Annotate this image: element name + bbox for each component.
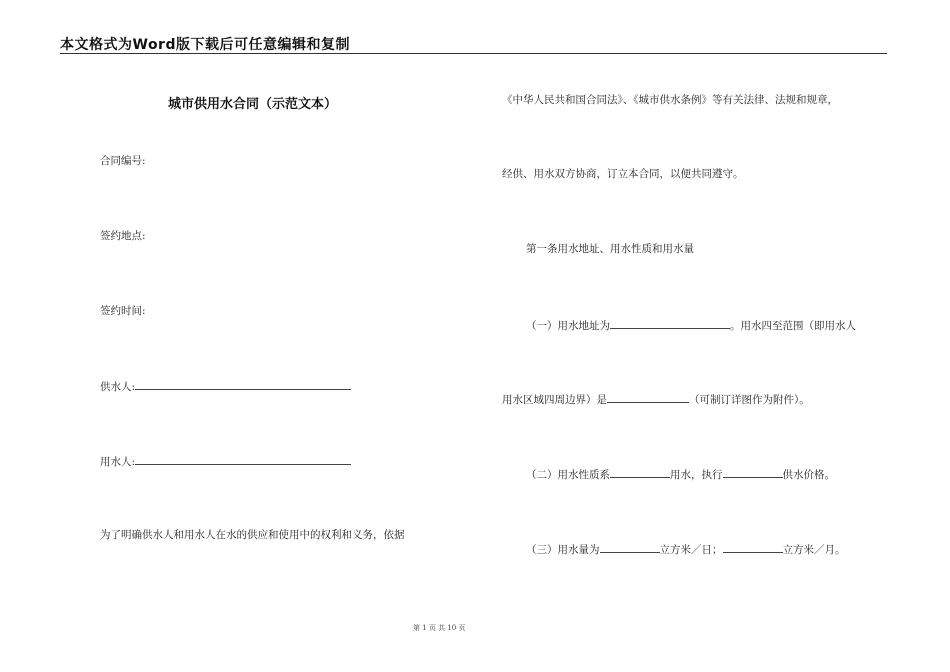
price-category-blank	[723, 466, 783, 478]
signing-place-label: 签约地点:	[100, 230, 146, 242]
preamble-continued-line2: 经供、用水双方协商，订立本合同，以便共同遵守。	[502, 168, 744, 180]
item3-prefix: （三）用水量为	[526, 544, 600, 556]
supplier-blank	[135, 378, 351, 390]
user-row	[100, 453, 351, 469]
preamble-text: 为了明确供水人和用水人在水的供应和使用中的权利和义务，依据	[100, 529, 405, 541]
item1-a-prefix: （一）用水地址为	[526, 320, 610, 332]
item3-middle: 立方米／日；	[659, 544, 723, 556]
item2-suffix: 供水价格。	[782, 469, 835, 481]
item1-line-b	[502, 391, 810, 407]
item1-line-a	[526, 317, 856, 333]
article1-heading: 第一条用水地址、用水性质和用水量	[526, 243, 694, 255]
water-nature-blank	[610, 466, 670, 478]
preamble-continued-line1: 《中华人民共和国合同法》、《城市供水条例》等有关法律、法规和规章，	[502, 94, 838, 106]
boundary-blank	[607, 391, 689, 403]
contract-number-label: 合同编号:	[100, 155, 146, 167]
item1-b-prefix: 用水区域四周边界）是	[502, 394, 607, 406]
supplier-label: 供水人:	[100, 381, 136, 393]
user-label: 用水人:	[100, 456, 136, 468]
supplier-row	[100, 378, 351, 394]
item1-a-suffix: 。用水四至范围（即用水人	[730, 320, 856, 332]
daily-volume-blank	[600, 541, 660, 553]
item1-b-suffix: （可制订详图作为附件）。	[689, 394, 810, 406]
item2-line	[526, 466, 835, 482]
page-number: 第 1 页 共 10 页	[413, 624, 466, 632]
user-blank	[135, 453, 351, 465]
document-title: 城市供用水合同（示范文本）	[168, 97, 338, 112]
header-divider	[60, 53, 887, 54]
item3-suffix: 立方米／月。	[782, 544, 846, 556]
item2-prefix: （二）用水性质系	[526, 469, 610, 481]
item2-middle: 用水，执行	[670, 469, 723, 481]
document-header-note: 本文格式为Word版下载后可任意编辑和复制	[60, 37, 350, 53]
water-address-blank	[610, 317, 730, 329]
signing-time-label: 签约时间:	[100, 305, 146, 317]
item3-line	[526, 541, 846, 557]
monthly-volume-blank	[723, 541, 783, 553]
